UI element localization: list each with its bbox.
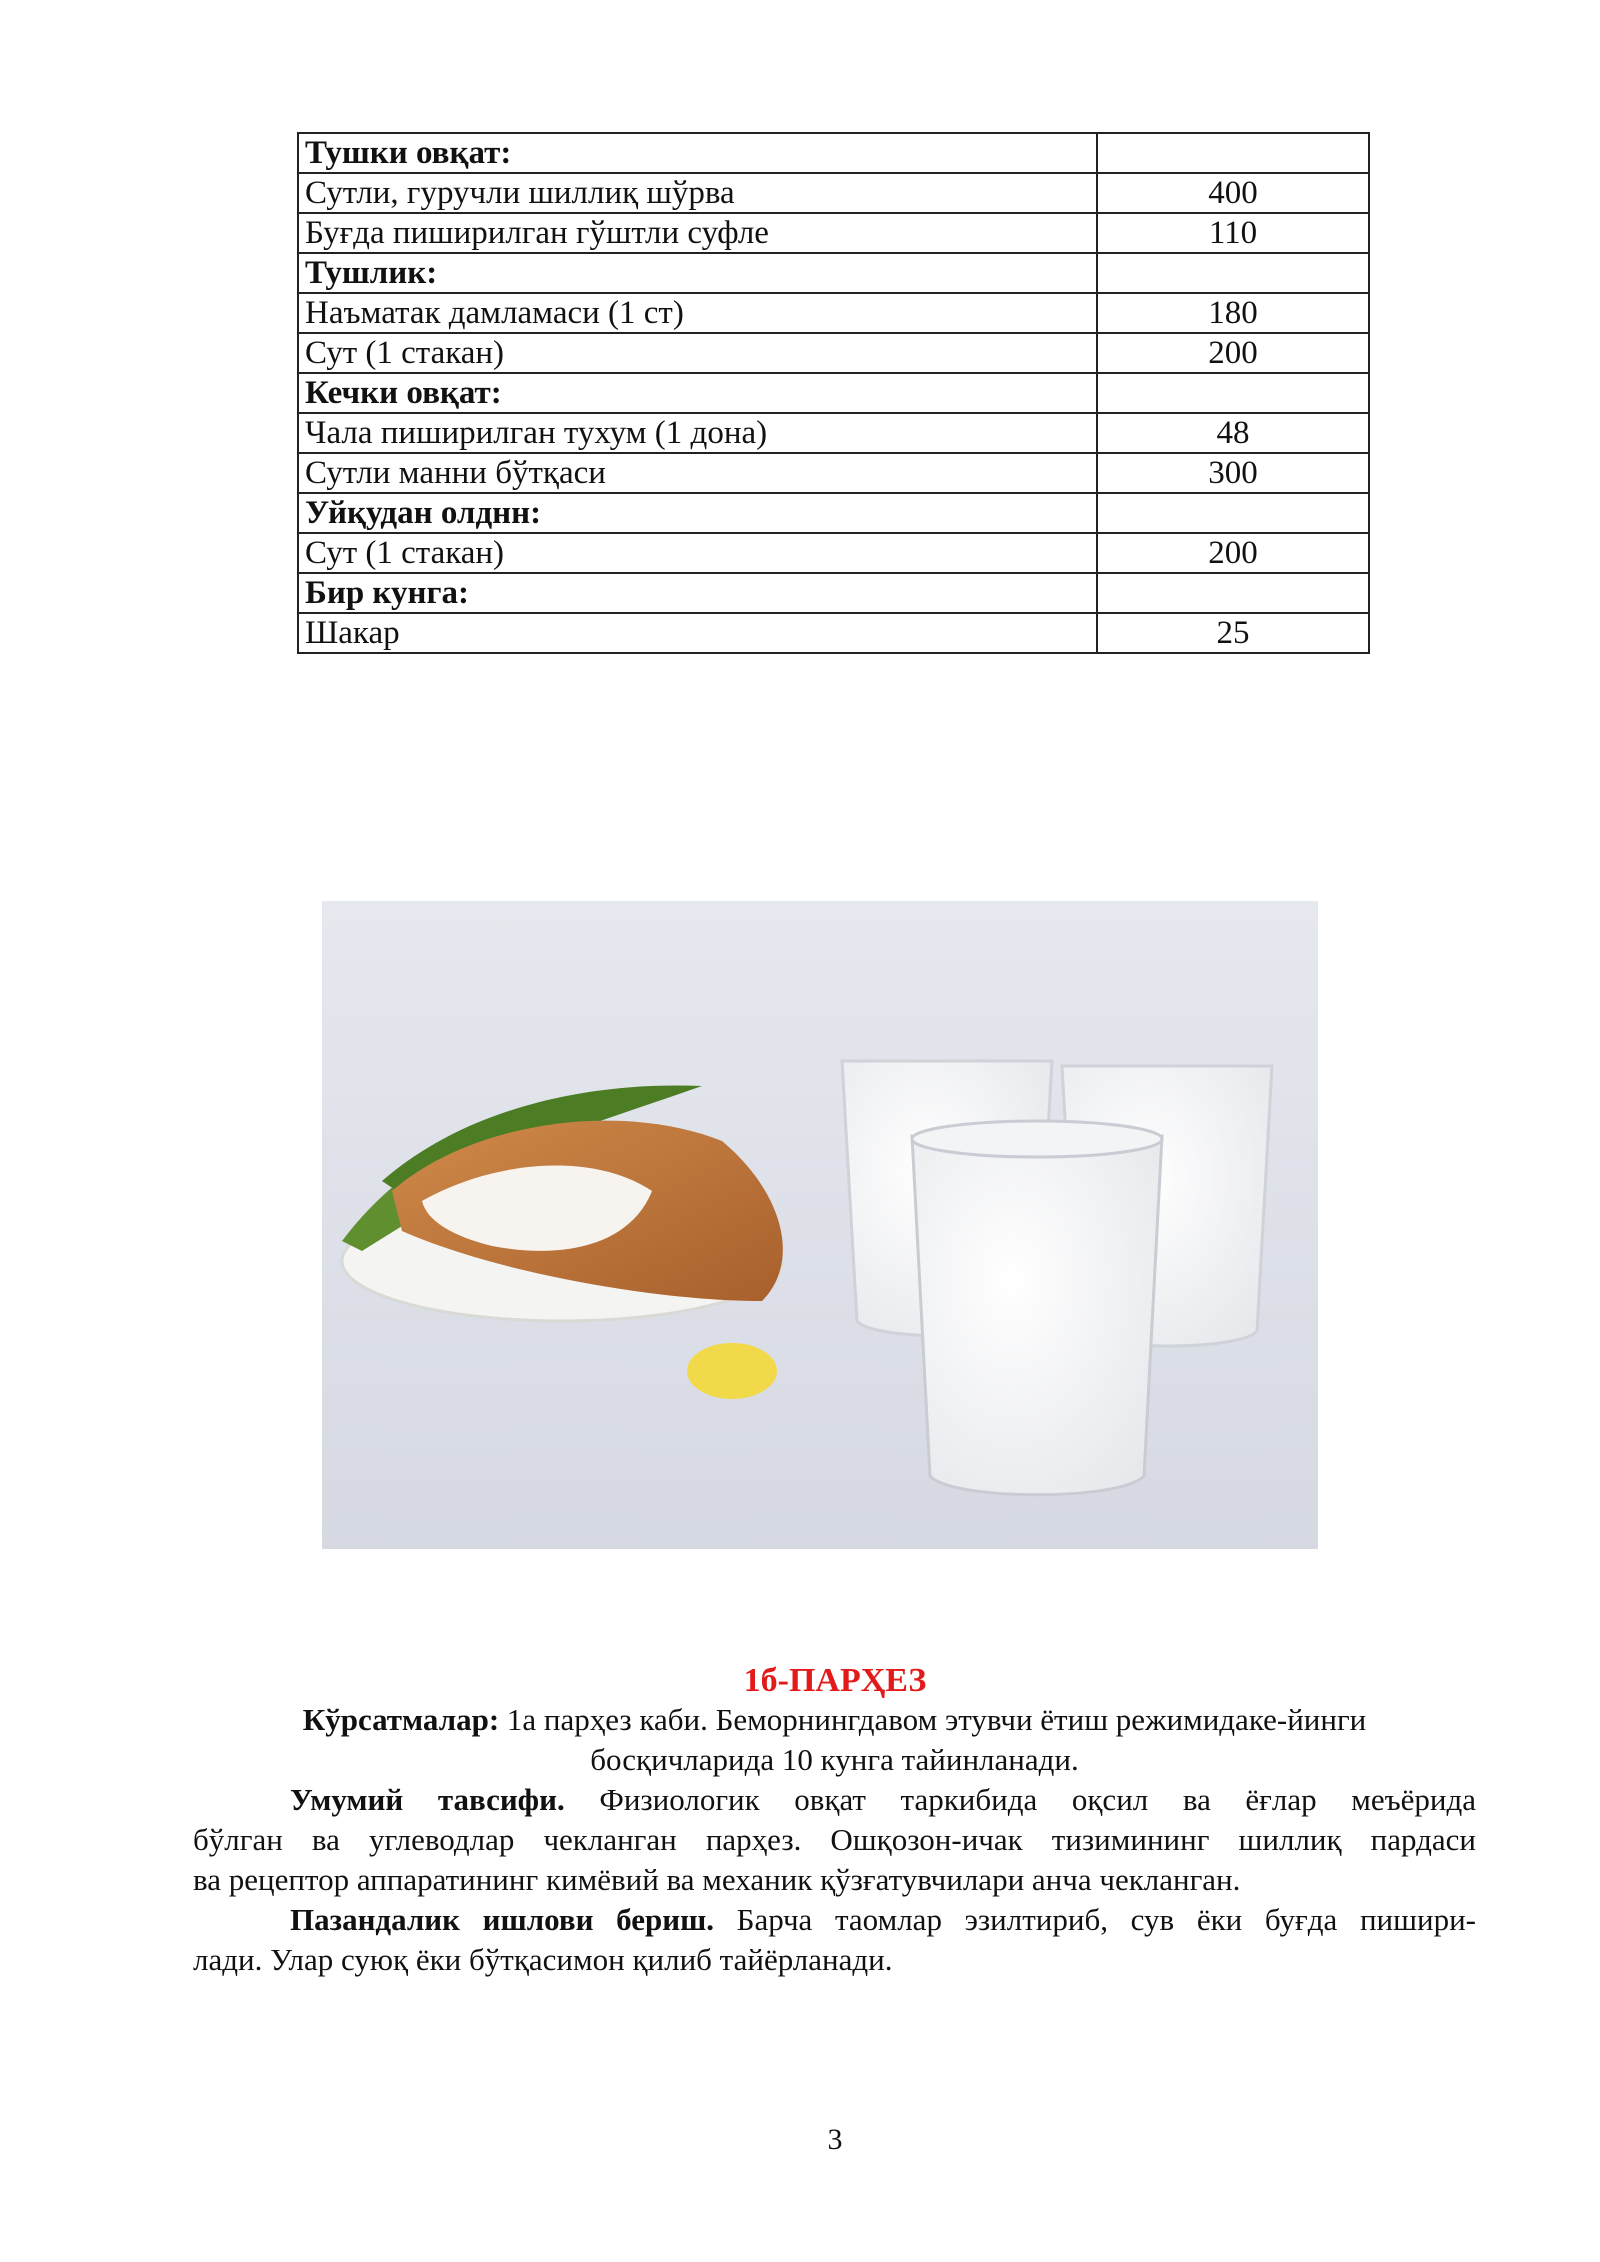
dish-name: Сутли манни бўтқаси [298, 453, 1097, 493]
meal-heading: Бир кунга: [298, 573, 1097, 613]
indications-line-1: 1а парҳез каби. Беморнингдавом этувчи ётиш режимидаке-йинги [499, 1702, 1367, 1737]
table-row [298, 413, 1369, 453]
dish-name: Чала пиширилган тухум (1 дона) [298, 413, 1097, 453]
table-section-row [298, 373, 1369, 413]
meal-heading: Кечки овқат: [298, 373, 1097, 413]
general-description-paragraph [193, 1780, 1476, 1900]
meal-heading: Уйқудан олднн: [298, 493, 1097, 533]
table-row [298, 333, 1369, 373]
table-section-row [298, 253, 1369, 293]
dish-amount [1097, 373, 1369, 413]
general-line-2: бўлган ва углеводлар чекланган парҳез. Ошқозон-ичак тизимининг шиллиқ пардаси [193, 1822, 1476, 1857]
page-number: 3 [827, 2123, 843, 2156]
dish-amount [1097, 133, 1369, 173]
dish-amount: 200 [1097, 333, 1369, 373]
food-photo [322, 901, 1318, 1549]
general-line-3: ва рецептор аппаратининг кимёвий ва механик қўзғатувчилари анча чекланган. [193, 1862, 1241, 1897]
cooking-line-2: лади. Улар суюқ ёки бўтқасимон қилиб тайёрланади. [193, 1942, 893, 1977]
meal-heading: Тушки овқат: [298, 133, 1097, 173]
dish-name: Сут (1 стакан) [298, 333, 1097, 373]
dish-amount [1097, 253, 1369, 293]
cooking-paragraph [193, 1900, 1476, 1980]
cooking-label: Пазандалик ишлови бериш. [290, 1902, 714, 1937]
table-section-row [298, 573, 1369, 613]
dish-name: Наъматак дамламаси (1 ст) [298, 293, 1097, 333]
meal-heading: Тушлик: [298, 253, 1097, 293]
dish-amount: 48 [1097, 413, 1369, 453]
indications-label: Кўрсатмалар: [302, 1702, 500, 1737]
indications-line-2: босқичларида 10 кунга тайинланади. [590, 1742, 1079, 1777]
dish-amount: 180 [1097, 293, 1369, 333]
dish-name: Сут (1 стакан) [298, 533, 1097, 573]
table-row [298, 213, 1369, 253]
table-row [298, 533, 1369, 573]
dish-name: Шакар [298, 613, 1097, 653]
dish-amount: 25 [1097, 613, 1369, 653]
dish-name: Сутли, гуручли шиллиқ шўрва [298, 173, 1097, 213]
fish-and-milk-illustration [322, 901, 1318, 1549]
dish-amount: 200 [1097, 533, 1369, 573]
general-label: Умумий тавсифи. [290, 1782, 565, 1817]
milk-glass-shape [912, 1136, 1162, 1495]
table-row [298, 613, 1369, 653]
table-row [298, 453, 1369, 493]
table-section-row [298, 133, 1369, 173]
dish-amount [1097, 573, 1369, 613]
general-line-1: Физиологик овқат таркибида оқсил ва ёғлар меъёрида [564, 1782, 1476, 1817]
table-row [298, 293, 1369, 333]
section-title: 1б-ПАРҲЕЗ [743, 1662, 927, 1699]
diet-menu-table [297, 132, 1370, 654]
dish-amount: 110 [1097, 213, 1369, 253]
dish-name: Буғда пиширилган гўштли суфле [298, 213, 1097, 253]
dish-amount: 300 [1097, 453, 1369, 493]
table-row [298, 173, 1369, 213]
table-section-row [298, 493, 1369, 533]
dish-amount: 400 [1097, 173, 1369, 213]
dish-amount [1097, 493, 1369, 533]
cooking-line-1: Барча таомлар эзилтириб, сув ёки буғда пишири- [714, 1902, 1476, 1937]
indications-paragraph [193, 1700, 1476, 1780]
